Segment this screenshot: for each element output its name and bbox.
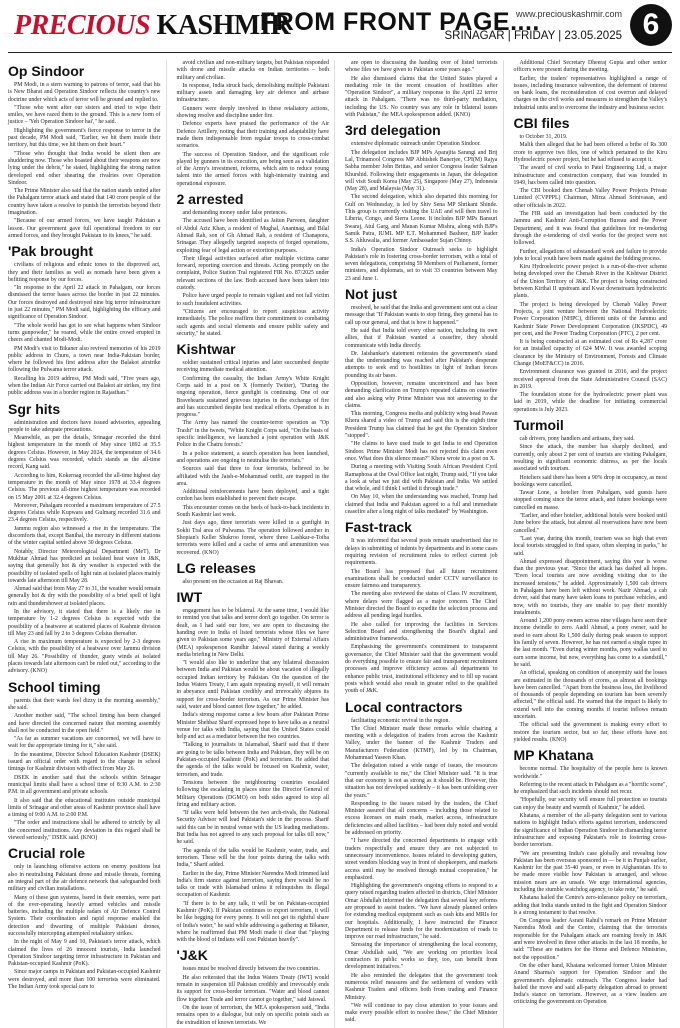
- article-paragraph: Moreover, Pahalgam recorded a maximum temperature of 27.5 degrees Celsius while Kupwara and Gulmarg recorded 31.6 and 23.4 degrees Celsius, respectively.: [8, 502, 161, 524]
- article-paragraph: The CBI booked then Chenab Valley Power Projects Private Limited (CVPPPL) Chairman, Mirza Ahmad Srinivasan, and other officials in 2022.: [513, 188, 667, 209]
- article-paragraph: The FIR said an investigation had been conducted by the Jammu and Kashmir Anti-Corruption Bureau and the Power Department, and it was found that guidelines for re-tendering through the e-tendering of civil works for the project were not followed.: [513, 211, 667, 247]
- article-paragraph: facilitating economic revival in the region.: [351, 717, 450, 724]
- masthead-part2: KASHMIR: [156, 10, 290, 41]
- article-paragraph: cab drivers, pony handlers and artisans, they said.: [519, 436, 635, 443]
- article-paragraph: Hoteliers said there has been a 90% drop in occupancy, as most bookings were cancelled.: [513, 474, 667, 488]
- article-paragraph: Responding to the issues raised by the traders, the Chief Minister assured that all concerns – including those related to excess licenses on main roads, market access, infrastructure deficiencies and allied facilities – had been duly noted and would be addressed on priority.: [345, 800, 498, 837]
- article-paragraph: Further, allegations of substandard work and failure to provide jobs to local youth have been made against the bidding process.: [513, 248, 667, 262]
- article-paragraph: An official, speaking on condition of anonymity said the losses are estimated in the thousands of crores, as almost all bookings have been cancelled. "Apart from the business loss, the livelihood of thousands of people depending on tourism has been severely affected," the official said. He warned that the impact is likely to extend well into the coming months if tourist inflows remain uncertain.: [513, 670, 667, 721]
- article-paragraph: He also reminded the delegates that the government took numerous relief measures and the settlement of vendors with Kashmir Traders and officers both from trading and Finance Ministry.: [345, 972, 498, 1001]
- article-paragraph: "He claims to have used trade to get India to end Operation Sindoor. Prime Minister Modi has not rejected this claim even once. What does this silence mean?" Khera wrote in a post on X.: [345, 441, 498, 462]
- article-paragraph: civilians of religious and ethnic tones to the disproved act, they and their families as well as nomads have been given a befitting response by our forces.: [8, 262, 161, 283]
- article-paragraph: and demanding money under false pretences.: [182, 210, 288, 217]
- page-header: [8, 0, 672, 53]
- article-headline: CBI files: [513, 115, 570, 132]
- article-paragraph: Additional reinforcements have been deployed, and a tight cordon has been established to prevent their escape.: [176, 489, 329, 503]
- article-paragraph: On the issue of terrorism, the MEA spokesperson said, "India remains open to a dialogue, but only on specific points such as the extradition of known terrorists. We: [176, 1004, 329, 1026]
- article-headline: LG releases: [176, 559, 256, 576]
- article-paragraph: avoid civilian and non-military targets, but Pakistan responded with drone and missile attacks on Indian territories – both military and civilian.: [176, 60, 329, 81]
- article-paragraph: A rise in maximum temperature is expected by 2-3 degrees Celsius, with the possibility of a heatwave over Jammu division till May 26. "Possibility of thunder, gusty winds at isolated places towards late afternoon can't be ruled out," according to the advisory. (KNO): [8, 639, 161, 675]
- article-paragraph: The project is being developed by Chenab Valley Power Projects, a joint venture between the National Hydroelectric Power Corporation (NHPC), different units of the Jammu and Kashmir State Power Development Corporation (JKSPDC), 49 per cent, and the Power Trading Corporation (PTC), 2 per cent.: [513, 301, 667, 337]
- article-paragraph: Highlighting the government's ongoing efforts to respond to a query raised regarding traders affected in districts, Chief Minister Omar Abdullah informed the delegation that several key reforms are proposed to assist traders. "We have already planned orders for extending medical equipment such as cash kits and MRIs for our hospitals. Additionally, I have instructed the Finance Department to release funds for the modernization of roads to improve our road infrastructure," he said.: [345, 883, 498, 941]
- article-paragraph: He also dismissed claims that the United States played a mediating role in the recent cessation of hostilities after "Operation Sindoor", a military response to the April 22 terror attack in Pahalgam. "There was no third-party mediation, including the US. No country was any role in bilateral issues with Pakistan," the MEA spokesperson added. (KNO): [345, 75, 498, 119]
- article-paragraph: become normal. The hospitality of the people here is known worldwide.": [513, 766, 667, 780]
- article-paragraph: to October 31, 2019.: [519, 134, 568, 141]
- article-paragraph: In response, India struck back, demolishing multiple Pakistani military assets and damaging key air defence and airbase infrastructure.: [176, 82, 329, 104]
- article-paragraph: Ahmad said that from May 27 to 31, the weather would remain generally hot & dry with the possibility of a brief spell of light rain and thundershower at isolated places.: [8, 586, 161, 607]
- article-paragraph: Stressing the importance of strengthening the local economy, Omar Abdullah said, "We are working on priorities local contractors in public works so they, too, can benefit from development initiatives.": [345, 942, 498, 971]
- article-paragraph: Tensions between the neighbouring countries escalated following the escalating in places since the Director General of Military Operations (DGMO) on both sides agreed to stop all firing and military action.: [176, 779, 329, 808]
- article-paragraph: "Last year, during this month, tourism was so high that even local tourists struggled to find space, often sleeping in parks," he said.: [513, 535, 667, 557]
- article-paragraph: Additional Chief Secretary Dheeraj Gupta and other senior officers were present during the meeting.: [513, 60, 667, 74]
- article-paragraph: "Earlier, and other hotelier, additional hotels were booked until June before the attack, but almost all reservations have now been cancelled.": [513, 513, 667, 534]
- article-paragraph: Many of these gun systems, bared in their enemies, were part of the ever-operating heavily armed vehicles and missile batteries, including the multiple radars of Air Defence Control System. Their coordination and rapid response enabled the detection and thwarting of multiple Pakistani drones, successfully intercepting attempted retaliatory strikes.: [8, 894, 161, 937]
- website-url: www.preciouskashmir.com: [515, 9, 622, 19]
- article-paragraph: The Prime Minister also said that the nation stands united after the Pahalgam terror attack and stated that 140 crore people of the country have taken a resolve to punish the terrorists beyond their imagination.: [8, 188, 161, 217]
- article-headline: 3rd delegation: [345, 122, 441, 139]
- article-headline: MP Khatana: [513, 747, 594, 764]
- article-headline: IWT: [176, 589, 203, 606]
- article-headline: Kishtwar: [176, 341, 236, 358]
- article-paragraph: Their illegal activities surfaced after multiple victims came forward, reporting coercion and threats. Acting promptly on the complaint, Police Station Tral registered FIR No. 87/2025 under relevant sections of the law. Both accused have been taken into custody.: [176, 255, 329, 292]
- article-paragraph: PM Modi's visit to Bikaner also revived memories of his 2019 public address in Churu, a town near India-Pakistan border, where he followed his first address after the Balakot airstrike following the Pulwama terror attack.: [8, 345, 161, 374]
- article-paragraph: Khatana, a member of the all-party delegation sent to various nations to highlight India's efforts against terrorism, underscored the significance of Indian Operation Sindoor in dismantling terror infrastructure and exposing Pakistan's role in fostering cross-border terrorism.: [513, 813, 667, 849]
- article-paragraph: also present on the occasion at Raj Bhavan.: [182, 578, 284, 585]
- article-paragraph: India's Operation Sindoor Outreach seeks to highlight Pakistan's role in fostering cross-border terrorism, with a total of seven delegations, comprising 59 Members of Parliament, former ministers, and diplomats, set to visit 33 countries between May 23 and June 1.: [345, 246, 498, 282]
- article-headline: Crucial role: [8, 845, 86, 862]
- article-paragraph: Referring to the recent attack in Pahalgam as a "horrific scene", he emphasized that such incidents should not recur.: [513, 781, 667, 796]
- page-number-badge: 6: [630, 4, 672, 46]
- article-paragraph: Environment clearance was granted in 2016, and the project received approval from the State Administrative Council (SAC) in 2019.: [513, 369, 667, 390]
- section-title: FROM FRONT PAGE....: [260, 8, 540, 36]
- article-paragraph: Highlighting the government's fierce response to terror in the past decade, PM Modi said, "Earlier, we hit them inside their territory, but this time, we hit them on their heart.": [8, 127, 161, 149]
- article-paragraph: "If talks were held between the two arch-rivals, the National Security Advisor will lead Pakistan's side in the process. Sharif said this can be in neutral venue with the US leading mediations. But India has not agreed to any such proposal for talks till now," he said.: [176, 810, 329, 846]
- article-headline: Local contractors: [345, 698, 463, 715]
- article-paragraph: The accused have been identified as Jaitun Parveen, daughter of Abdul Aziz Khan, a resident of Mughal, Anantnag, and Bilal Ahmad Rah, son of Gh Ahmad Rah, a resident of Chanapora, Srinagar. They allegedly targeted suspects of forged operations, exploiting fear of legal action or extortion purposes.: [176, 218, 329, 254]
- article-paragraph: Gunners were deeply involved in these retaliatory actions, showing resolve and discipline under fire.: [176, 105, 329, 120]
- article-paragraph: According to him, Kokernag recorded the all-time highest day temperature in the month of May since 1978 at 33.4 degrees Celsius. The previous all-time highest temperature was recorded on 15 May 2001 at 32.4 degrees Celsius.: [8, 472, 161, 501]
- article-paragraph: Ahmad expressed disappointment, saying this year is worse than the previous year. "Since the attack has dashed all hopes. "Even local tourists are now avoiding visiting due to the increased tensions," he added. Approximately 1,500 cab drivers in Pahalgam have been left without work. Nazir Ahmad, a cab driver, said that many have taken loans to purchase vehicles, and now, with no tourists, they are unable to pay their monthly instalments.: [513, 558, 667, 616]
- column-2: [177, 60, 336, 1028]
- article-paragraph: "Talking to journalists in Islamabad, Sharif said that if there are going to be talks between India and Pakistan, they will be on Pakistan-occupied Kashmir (PoK) and terrorism. He added that the agenda of the talks would be focused on Kashmir, water, terrorism, and trade.: [176, 742, 329, 778]
- article-paragraph: During a meeting with Visiting South African President Cyril Ramaphosa at the Oval Office last night, Trump said, "If you take a look at what we just did with Pakistan and India. We settled that whole, and I think I settled it through trade.": [345, 464, 498, 493]
- article-paragraph: Police have urged people to remain vigilant and not fall victim to such fraudulent activities.: [176, 293, 329, 307]
- article-paragraph: In the meantime, Director School Education Kashmir (DSEK) issued an official order with regard to the change in school timings for Kashmir division with effect from May 26.: [8, 751, 161, 773]
- article-paragraph: issues must be resolved directly between the two countries.: [182, 966, 320, 973]
- article-paragraph: This encounter comes on the heels of back-to-back incidents in South Kashmir last week.: [176, 504, 329, 519]
- article-headline: 'Pak brought: [8, 243, 93, 260]
- article-headline: 2 arrested: [176, 191, 244, 208]
- article-paragraph: The award of civil works to Patel Engineering Ltd, a major infrastructure and construction company, that was founded in 1949, has been called into question.: [513, 165, 667, 186]
- article-paragraph: The delegation raised a wide range of issues, the resources "currently available to me," the Chief Minister said. "It is true that our economy is not as strong as it should be. However, this situation has not developed suddenly – it has been unfolding over the years.": [345, 763, 498, 799]
- article-paragraph: extensive diplomatic outreach under Operation Sindoor.: [351, 141, 481, 148]
- article-paragraph: Sources said that three to four terrorists, believed to be affiliated with the Jaish-e-Mohammad outfit, are trapped in the area.: [176, 466, 329, 487]
- article-paragraph: Opposition, however, remains unconvinced and has been demanding clarification on Trump's repeated claims on ceasefire and also asking why Prime Minister was not answering to the claims.: [345, 380, 498, 409]
- article-paragraph: Another mother said, "The school timing has been changed and have directed the concerned nature that morning assembly shall not be conducted in the open field.": [8, 713, 161, 734]
- article-paragraph: He also reiterated that the Indus Waters Treaty (IWT) would remain in suspension till Pakistan credibly and irrevocably ends its support for cross-border terrorism. "Water and blood cannot flow together. Trade and terror cannot go together," said Jaiswal.: [176, 974, 329, 1003]
- column-3: [345, 60, 504, 1028]
- article-paragraph: In the advisory, it stated that there is a likely rise in temperature by 1-2 degrees Celsius is expected with the possibility of a heatwave at scattered places of Kashmir division till May 23 and fall by 2 to 3 degrees Celsius thereafter.: [8, 609, 161, 637]
- article-paragraph: "In response to the April 22 attack in Pahalgam, our forces dismissed the terror bases across the border in just 22 minutes. Our forces destroyed and destroyed nine big terror infrastructure in just 22 minutes," PM Modi said, highlighting the efficacy and significance of Operation Sindoor.: [8, 285, 161, 321]
- article-headline: Op Sindoor: [8, 63, 85, 79]
- article-paragraph: The official said the government is making every effort to restore the tourism sector, but so far, these efforts have not yielded results. (KNO): [513, 722, 667, 743]
- article-paragraph: "As far as summer vacations are concerned, we will have to wait for the appropriate timing for it," she said.: [8, 736, 161, 750]
- article-paragraph: Around 1,200 pony owners across nine villages have seen their income dwindle to zero. Aadil Ahmad, a pony owner, said he used to earn about Rs 1,500 daily during peak season to support his family of seven. However, he has not earned a single rupee in the last month. "Even during winter months, pony wallas used to earn some income, but now, everything has come to a standstill," he said.: [513, 618, 667, 668]
- article-headline: 'J&K: [176, 947, 208, 964]
- article-headline: Not just: [345, 286, 398, 303]
- article-paragraph: The meeting also reviewed the status of Class IV recruitment, where delays were flagged as a major concern. The Chief Minister directed the Board to expedite the selection process and address all pending legal hurdles.: [345, 591, 498, 620]
- article-paragraph: Notably, Director Meteorological Department (MeT), Dr Mukhtar Ahmad has predicted an isolated heat wave in J&K, saying that generally hot & dry weather is expected with the possibility of isolated spells of light rain at isolated places mainly towards late afternoon till May 28.: [8, 548, 161, 584]
- article-paragraph: Malik then alleged that he had been offered a bribe of Rs 300 crore to approve two files, one of which pertained to the Kiru Hydroelectric power project, but he had refused to accept it.: [513, 142, 667, 163]
- article-paragraph: Khatana hailed the Centre's zero-tolerance policy on terrorism, adding that India stands united in the fight and Operation Sindoor is a strong testament to that resolve.: [513, 895, 667, 916]
- masthead-part1: PRECIOUS: [14, 10, 151, 41]
- article-paragraph: engagement has to be bilateral. At the same time, I would like to remind you that talks and terror don't go together. On terror is dealt, as I had said our fore, we are open to discussing the handing over to India of listed terrorists whose files we have given to Pakistan some years ago," Ministry of External Affairs (MEA) spokesperson Randhir Jaiswal stated during a weekly media briefing in New Delhi.: [176, 608, 329, 658]
- article-paragraph: parents that their wards feel dizzy in the morning assembly," she said.: [8, 697, 161, 711]
- article-paragraph: The Chief Minister made these remarks while chairing a meeting with a delegation of traders from across the Kashmir Valley, under the banner of the Kashmir Traders and Manufacturers Federation (KTMF), led by its Chairman, Mohammad Yaseen Khan.: [345, 725, 498, 762]
- article-paragraph: "Those who thought that India would be silent then are shuddering now. Those who boasted about their weapons are now lying under the debris," he stated, highlighting the strong nation developed end other shearing the rivalries over Operation Sindoor.: [8, 150, 161, 186]
- article-paragraph: The foundation stone for the hydroelectric power plant was laid in 2019, while the deadline for initiating commercial operations is July 2023.: [513, 392, 667, 413]
- article-headline: Turmoil: [513, 417, 564, 434]
- masthead-logo: [14, 10, 290, 42]
- article-paragraph: On Congress leader Asrani Rahul's remark on Prime Minister Narendra Modi and the Centre, claiming that the terrorists responsible for the Pahalgam attack are roaming freely in J&K and were involved in three other attacks in the last 18 months, he said: "These are matters for the Home and Defence Ministries, not the opposition.": [513, 918, 667, 961]
- dateline: SRINAGAR | FRIDAY | 23.05.2025: [444, 30, 622, 42]
- article-paragraph: It also said that the educational institutes outside municipal limits of Srinagar and other areas of Kashmir province shall have a timing of 9:00 A.M. to 2:00 P.M.: [8, 797, 161, 819]
- article-paragraph: "The whole world has got to see what happens when Sindoor turns gunpowder," he roared, while the entire crowd erupted in cheers and chanted Modi-Modi.: [8, 322, 161, 344]
- article-paragraph: "Because of our armed forces, we have taught Pakistan a lesson. Our government gave full operational freedom to our armed forces, and they brought Pakistan to its knees," he said.: [8, 218, 161, 239]
- article-paragraph: He also called for improving the facilities in Services Selection Board and strengthening the Board's digital and administrative frameworks.: [345, 621, 498, 643]
- article-paragraph: The second delegation, which also departed this morning for Gulf on Wednesday, is led by Shiv Sena MP Shrikant Shinde. This group is currently visiting the UAE and will then travel to Liberia, Congo, and Sierra Leone. It includes BJP MPs Bansuri Swaraj, Atul Garg, and Manan Kumar Mishra, along with BJP's Samik Patra, IUML MP E.T. Mohammed Basheer, BJP leader S.S. Ahluwalia, and former Ambassador Sujan Chinoy.: [345, 194, 498, 245]
- article-paragraph: "Hopefully, our security will ensure full protection so tourists can enjoy the beauty and warmth of Kashmir," he added.: [513, 797, 667, 811]
- article-paragraph: The success of Operation Sindoor, and the significant role played by gunners in its execution, are being seen as a validation of the Army's investment, reforms, which aim to reduce young talent into the armed forces with high-intensity training and operational exposure.: [176, 151, 329, 187]
- article-paragraph: In a police statement, a search operation has been launched, and operations are ongoing to neutralise the terrorists.": [176, 450, 329, 464]
- article-paragraph: administration and doctors have issued advisories, appealing people to take adequate precautions.: [8, 419, 161, 433]
- column-1: [8, 60, 167, 1028]
- article-paragraph: "If there is to be any talk, it will be on Pakistan-occupied Kashmir (PoK). If Pakistan continues to export terrorism, it will be like begging for every penny. It will not get its rightful share of India's water," he said while addressing a gathering at Bikaner, where he reaffirmed that PM Modi made it clear that "playing with the blood of Indians will cost Pakistan heavily".: [176, 900, 329, 944]
- article-paragraph: The Board has proposed that all future recruitment examinations shall be conducted under CCTV surveillance to ensure fairness and transparency.: [345, 568, 498, 590]
- article-paragraph: PM Modi, in a stern warning to patrons of terror, said that his is New Bharat and Operation Sindoor reflects the country's new doctrine under which acts of terror will be ground and replied to.: [8, 82, 161, 103]
- article-paragraph: On May 10, when the understanding was reached, Trump had claimed that India and Pakistan agreed to a full and immediate ceasefire after a long night of talks mediated" by Washington.: [345, 494, 498, 516]
- article-paragraph: In the night of May 9 and 10, Pakistan's terror attack, which claimed the lives of 26 innocent tourists, India launched Operation Sindoor targeting terror infrastructure in Pakistan and Pakistan-occupied Kashmir (PoK).: [8, 939, 161, 968]
- article-paragraph: Earlier, the traders' representatives highlighted a range of issues, including insurance subvention, the deferment of interest on bank loans, the reconsideration of cost overrun and delayed charges on the civil works and measures to strengthen the Valley's industrial units and to overcome the industry and business sector.: [513, 75, 667, 111]
- article-paragraph: Jammu region also witnessed a rise in the temperature. The discomforts that, except Banihal, the mercury in different stations of the winter capital settled above 30 degrees Celsius.: [8, 525, 161, 547]
- article-paragraph: Defence experts have praised the performance of the Air Defence Artillery, noting that their training and adaptability have made them indispensable from regular troops to cross-combat scenarios.: [176, 121, 329, 150]
- article-paragraph: Earlier in the day, Prime Minister Narendra Modi trimmed laid India's firm stance against terrorism, saying there would be no talks or trade with Islamabad unless it relinquishes its illegal occupation of Kashmir.: [176, 870, 329, 899]
- article-paragraph: He said that India told every other nation, including its own allies, that if Pakistan wanted a ceasefire, they should communicate with India directly.: [345, 327, 498, 349]
- article-headline: School timing: [8, 678, 101, 695]
- article-paragraph: DSEK in another said that the schools within Srinagar municipal limits shall have a school time of 8:30 A.M. to 2:30 P.M. in all government and private schools.: [8, 774, 161, 796]
- article-paragraph: "Those who went after our sisters and tried to wipe their smiles, we have razed them to the ground. This is a new form of justice – 'Yeh Operation Sindoor hai'," he said.: [8, 104, 161, 126]
- article-paragraph: Just days ago, three terrorists were killed in a gunfight in Sokhi Tral area of Pulwama. The operation followed another in Shopian's Keller Shukroo forest, where three Lashkar-e-Toiba terrorists were killed and a cache of arms and ammunition was recovered. (KNO): [176, 520, 329, 556]
- article-paragraph: Recalling his 2019 address, PM Modi said, "Five years ago, when the Indian Air Force carried out Balakot air strikes, my first public address was in a border region in Rajasthan.": [8, 375, 161, 397]
- article-paragraph: "We will continue to pay close attention to your issues and make every possible effort to resolve these," the Chief Minister said.: [345, 1002, 498, 1024]
- article-paragraph: Emphasising the government's commitment to transparent governance, the Chief Minister said that the government would do everything possible to ensure fair and transparent recruitment processes and improve efficiency across all departments to enhance public trust, institutional efficiency and to fill up vacant posts which would also result in greater relief to the qualified youth of J&K.: [345, 644, 498, 695]
- article-paragraph: The Army has named the counter-terror operation as "Op Trashi" in the tweets, "White Knight Corps said, "On the basis of specific intelligence, we launched a joint operation with J&K Police in the Chatru forests.": [176, 420, 329, 449]
- article-paragraph: The delegation includes BJP MPs Aparajita Sarangi and Brij Lal, Trinamool Congress MP Abhishek Banerjee, CPI(M) Rajya Sabha member John Brittas, and senior Congress leader Salman Khurshid. Following their engagements in Japan, the delegation will visit South Korea (May 25), Singapore (May 27), Indonesia (May 28), and Malaysia (May 31).: [345, 149, 498, 193]
- article-paragraph: "The order and instructions shall be adhered to strictly by all the concerned institutions. Any deviation in this regard shall be viewed seriously," DSEK said. (KNO): [8, 820, 161, 842]
- article-paragraph: It was informed that several posts remain unadvertised due to delays in submitting of indents by departments and in some cases requiring revision of recruitment rules to reflect current job requirements.: [345, 538, 498, 567]
- article-paragraph: Confirming the casualty, the Indian Army's White Knight Corps said in a post on X (formerly Twitter), "During the ongoing operation, fierce gunfight is continuing. One of our Bravehearts sustained grievous injuries in the exchange of fire and has succumbed despite best medical efforts. Operation is in progress.": [176, 375, 329, 419]
- article-paragraph: only in launching offensive actions on enemy positions but also in neutralising Pakistani drone and missile threats, forming an integral part of the air defence network that safeguarded both military and civilian installations.: [8, 864, 161, 893]
- article-paragraph: Kiru Hydroelectric power project is a run-of-the-river scheme being developed over the Chenab River in the Kishtwar District of the Union Territory of J&K. The project is being constructed between Kirthai II upstream and Kwar downstream hydroelectric plants.: [513, 264, 667, 300]
- article-paragraph: On the other hand, Khatana welcomed former Union Minister Anand Sharma's support for Operation Sindoor and the government's diplomatic outreach. The Congress leader had hailed the move and said all-party delegation abroad to present India's stance on terrorism. However, as a view leaders are criticizing the government on Operation: [513, 962, 667, 1006]
- article-paragraph: This morning, Congress media and publicity wing head Pawan Khera shared a video of Trump and said this is the eighth time President Trump has claimed that he got the Operation Sindoor "stopped".: [345, 411, 498, 440]
- article-paragraph: are open to discussing the handing over of listed terrorists whose files we have given to Pakistan some years ago.": [345, 60, 498, 74]
- article-paragraph: "I have directed the concerned departments to engage with traders respectfully and ensure they are not subjected to unnecessary inconvenience. Issues related to developing gutters, street vendors blocking way in front of shopkeepers, and markets access until may be resolved through mutual cooperation," he emphasized.: [345, 838, 498, 881]
- article-paragraph: Since the attack, the number has sharply declined, and currently, only about 2 per cent of tourists are visiting Pahalgam, resulting in significant economic distress, as per the locals associated with tourism.: [513, 444, 667, 473]
- article-paragraph: Since major camps in Pakistan and Pakistan-occupied Kashmir were destroyed, and more than 100 terrorists were eliminated. The Indian Army took special care to: [8, 969, 161, 991]
- article-paragraph: It is being constructed at an estimated cost of Rs 4,287 crore for an installed capacity of 624 MW. It was awarded scoping clearance by the Ministry of Environment, Forests and Climate Change (MoEF&CC) in 2016.: [513, 339, 667, 367]
- article-headline: Sgr hits: [8, 400, 61, 417]
- article-headline: Fast-track: [345, 519, 412, 536]
- article-paragraph: Meanwhile, as per the details, Srinagar recorded the third highest temperature in the month of May since 1892 at 35.5 degrees Celsius. However, in May 2024, the temperature of 34.6 degrees Celsius was recorded, which stands as the all-time record, Kang said.: [8, 435, 161, 471]
- article-paragraph: The agenda of the talks would be Kashmir, water, trade, and terrorism. These will be the four points during the talks with India," Sharif added.: [176, 847, 329, 869]
- article-paragraph: India's strong response came a few hours after Pakistan Prime Minister Shehbaz Sharif expressed hope to have talks as a neutral venue for talks with India, saying that the United States could help and act as a mediator between the two countries.: [176, 712, 329, 741]
- article-columns: [8, 60, 672, 1026]
- article-paragraph: Tawar Lone, a hotelier from Pahalgam, said guests have stopped coming since the terror attack, and future bookings were cancelled en masse.: [513, 490, 667, 511]
- article-paragraph: "We are presenting India's case globally and revealing how Pakistan has been overseas sponsored in — be it in Punjab earlier, Kashmir for the past 35-40 years, or even in Afghanistan. It's to be made more visible how Pakistan is arranged, and whose mission nears are an unsafe. We urge international agencies, including the stumble watchdog agency, to take note," he said.: [513, 850, 667, 893]
- column-4: [514, 60, 673, 1028]
- article-paragraph: resolved, he said that the India and government sent out a clear message that "If Pakistan wants to stop firing, they general has to call up our general, and that is how it happened.": [345, 305, 498, 326]
- article-paragraph: Dr. Jaishankar's statement reiterates the government's stand that the understanding was reached after Pakistan's desperate attempts to seek end to hostilities in light of Indian forces pounding its air bases.: [345, 350, 498, 379]
- article-paragraph: "I would also like to underline that any bilateral discussion between India and Pakistan would be about vacation of illegally occupied Indian territory by Pakistan. On the question of the Indus Waters Treaty, I am again repeating myself, it will remain in abeyance until Pakistan credibly and irrevocably abjures its support for cross-border terrorism. As our Prime Minister has said, water and blood cannot flow together," he added.: [176, 660, 329, 710]
- article-paragraph: "Citizens are encouraged to report suspicious activity immediately. The police reaffirm their commitment to combating such agents and social elements and ensure public safety and security," he stated.: [176, 308, 329, 337]
- article-paragraph: soldier sustained critical injuries and later succumbed despite receiving immediate medical attention.: [176, 360, 329, 374]
